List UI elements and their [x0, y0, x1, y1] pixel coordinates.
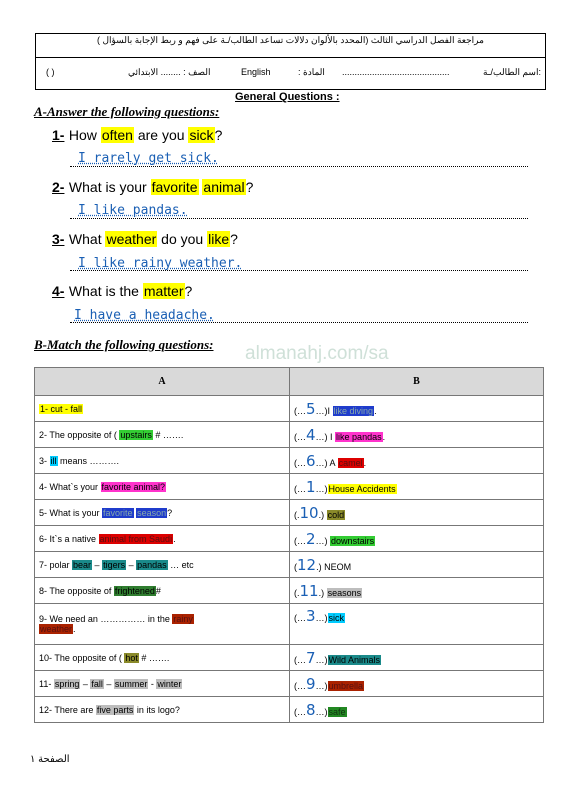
- question-text: How often are you sick?: [68, 127, 223, 143]
- table-row: [35, 474, 544, 500]
- header-title: مراجعة الفصل الدراسي الثالث (المحدد بالألوان دلالات تساعد الطالب/ـة على فهم و ربط الإجابة بالسؤال ): [97, 35, 484, 45]
- question-1: [52, 127, 222, 145]
- cell-a: 2- The opposite of ( upstairs # …….: [35, 422, 290, 448]
- question-text: What weather do you like?: [68, 231, 238, 247]
- cell-b: (.11.) seasons: [290, 578, 544, 604]
- question-text: What is the matter?: [68, 283, 193, 299]
- cell-a: 3- ill means ……….: [35, 448, 290, 474]
- table-row: [35, 552, 544, 578]
- question-number: 1-: [52, 127, 65, 143]
- table-row: [35, 422, 544, 448]
- answer-line: [70, 218, 528, 219]
- answer-1: I rarely get sick.: [78, 151, 219, 166]
- watermark: almanahj.com/sa: [245, 343, 389, 364]
- answer-line: [70, 270, 528, 271]
- cell-a: 11- spring – fall – summer - winter: [35, 671, 290, 697]
- cell-a: 6- It`s a native animal from Saudi.: [35, 526, 290, 552]
- table-row: [35, 448, 544, 474]
- general-questions-title: General Questions :: [235, 91, 340, 103]
- cell-b: (…9…)umbrella: [290, 671, 544, 697]
- question-2: [52, 179, 253, 197]
- question-number: 2-: [52, 179, 65, 195]
- table-row: [35, 645, 544, 671]
- student-name-label: اسم الطالب/ـة:: [483, 67, 541, 77]
- match-table: [34, 367, 544, 723]
- cell-b: (…4…) I like pandas.: [290, 422, 544, 448]
- cell-b: (.10.) cold: [290, 500, 544, 526]
- cell-a: 5- What is your favorite season?: [35, 500, 290, 526]
- table-row: [35, 578, 544, 604]
- cell-b: (12.) NEOM: [290, 552, 544, 578]
- question-text: What is your favorite animal?: [68, 179, 254, 195]
- section-a-title: A-Answer the following questions:: [34, 104, 220, 119]
- subject-label: المادة :: [298, 67, 325, 77]
- page-footer: الصفحة ١: [30, 754, 70, 765]
- answer-line: [70, 166, 528, 167]
- table-row: [35, 526, 544, 552]
- cell-b: (…6…) A camel.: [290, 448, 544, 474]
- cell-b: (…3…)sick: [290, 604, 544, 645]
- student-name-field: ...........................................: [342, 67, 450, 77]
- table-row: [35, 500, 544, 526]
- question-number: 4-: [52, 283, 65, 299]
- table-header-row: [35, 368, 544, 396]
- cell-a: 12- There are five parts in its logo?: [35, 697, 290, 723]
- cell-a: 9- We need an …………… in the rainy weather.: [35, 604, 290, 645]
- answer-3: I like rainy weather.: [78, 256, 243, 271]
- cell-a: 10- The opposite of ( hot # …….: [35, 645, 290, 671]
- table-row: [35, 697, 544, 723]
- cell-a: 8- The opposite of frightened#: [35, 578, 290, 604]
- subject-value: English: [241, 67, 271, 77]
- question-number: 3-: [52, 231, 65, 247]
- cell-b: (…5…)I like diving.: [290, 396, 544, 422]
- answer-line: [70, 322, 528, 323]
- table-row: [35, 604, 544, 645]
- cell-b: (…1…)House Accidents: [290, 474, 544, 500]
- table-row: [35, 396, 544, 422]
- column-header-a: A: [35, 368, 290, 396]
- cell-a: 7- polar bear – tigers – pandas … etc: [35, 552, 290, 578]
- section-b-title: B-Match the following questions:: [34, 337, 214, 352]
- cell-b: (…7…)Wild Animals: [290, 645, 544, 671]
- header-box: [35, 33, 546, 90]
- cell-b: (…2…) downstairs: [290, 526, 544, 552]
- question-3: [52, 231, 238, 249]
- cell-b: (…8…)safe: [290, 697, 544, 723]
- grade-paren: ( ): [46, 67, 55, 77]
- table-row: [35, 671, 544, 697]
- cell-a: 4- What`s your favorite animal?: [35, 474, 290, 500]
- cell-a: 1- cut - fall: [35, 396, 290, 422]
- question-4: [52, 283, 192, 301]
- header-divider: [36, 57, 545, 58]
- column-header-b: B: [290, 368, 544, 396]
- answer-4: I have a headache.: [74, 308, 215, 323]
- answer-2: I like pandas.: [78, 203, 188, 218]
- grade-label: الصف : ........ الابتدائي: [128, 67, 211, 77]
